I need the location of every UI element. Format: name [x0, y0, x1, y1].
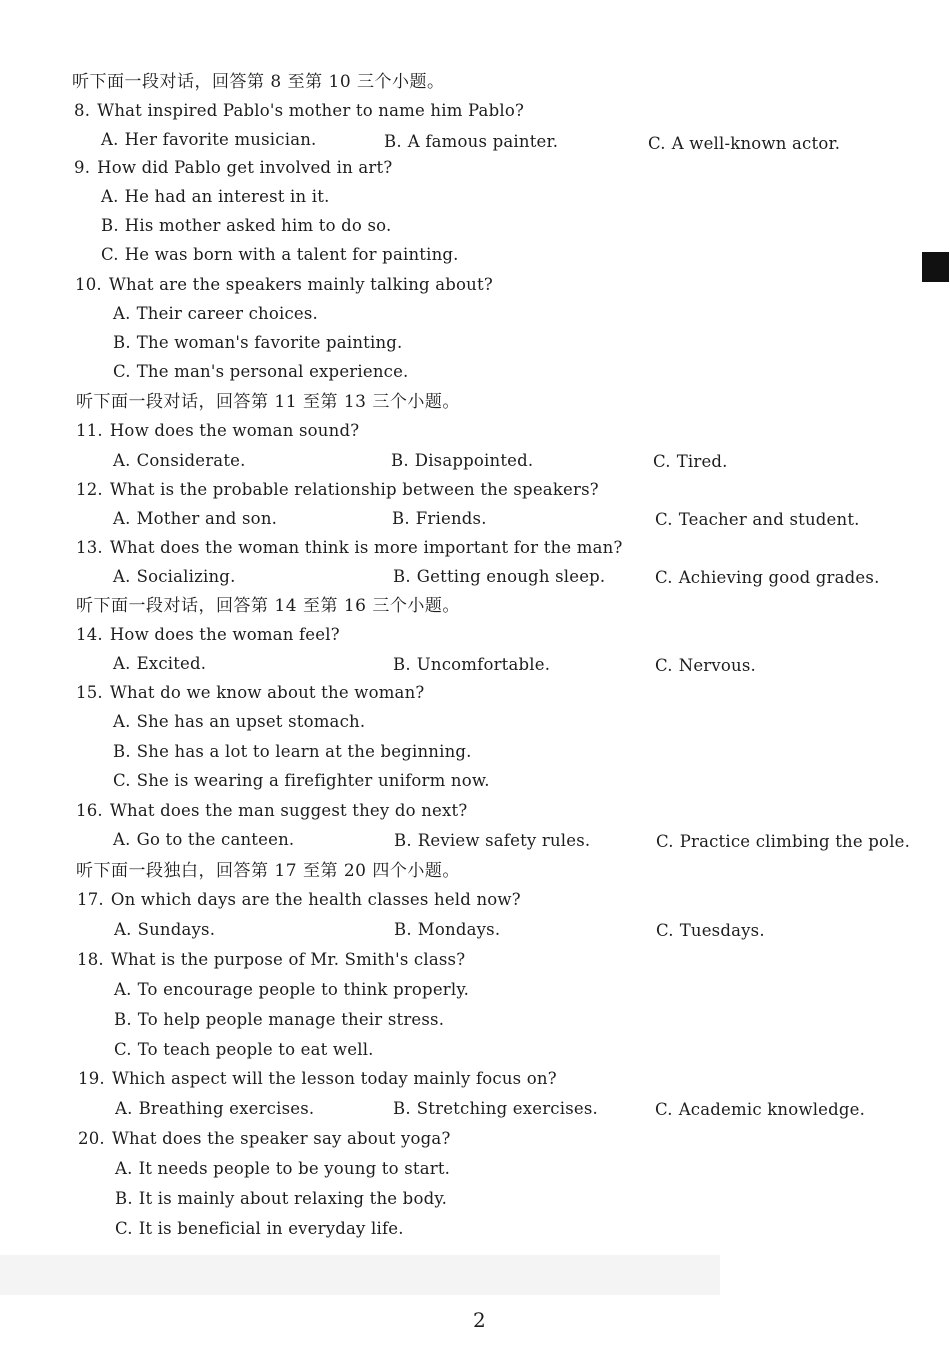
option-12b [392, 509, 487, 529]
question-text: What do we know about the woman? [109, 683, 425, 702]
option-text: Teacher and student. [678, 510, 860, 529]
option-letter: C. [655, 656, 673, 675]
question-11 [76, 421, 359, 441]
option-text: He was born with a talent for painting. [124, 245, 459, 264]
option-15a [113, 712, 365, 732]
option-text: Achieving good grades. [678, 568, 880, 587]
option-letter: A. [113, 567, 131, 586]
option-17c [656, 921, 765, 941]
option-text: She has an upset stomach. [136, 712, 366, 731]
question-10 [75, 275, 493, 295]
option-8b [384, 132, 558, 152]
question-13 [76, 538, 623, 558]
question-text: What are the speakers mainly talking about? [108, 275, 493, 294]
option-18a [114, 980, 469, 1000]
section-heading-14-16: 听下面一段对话，回答第 14 至第 16 三个小题。 [76, 596, 460, 616]
question-number: 19. [78, 1069, 105, 1088]
option-letter: B. [115, 1189, 133, 1208]
question-number: 17. [77, 890, 104, 909]
option-letter: A. [114, 920, 132, 939]
option-text: Sundays. [137, 920, 216, 939]
option-letter: A. [114, 980, 132, 999]
option-8c [648, 134, 840, 154]
option-text: Considerate. [136, 451, 246, 470]
option-text: Socializing. [136, 567, 236, 586]
question-number: 11. [76, 421, 103, 440]
question-18 [77, 950, 465, 970]
option-19b [393, 1099, 598, 1119]
option-letter: A. [115, 1159, 133, 1178]
option-letter: B. [393, 655, 411, 674]
option-letter: C. [656, 921, 674, 940]
option-text: To teach people to eat well. [137, 1040, 374, 1059]
option-text: Her favorite musician. [124, 130, 317, 149]
option-17a [114, 920, 215, 940]
option-letter: B. [101, 216, 119, 235]
question-16 [76, 801, 467, 821]
option-letter: A. [113, 654, 131, 673]
option-16a [113, 830, 294, 850]
option-text: A well-known actor. [671, 134, 841, 153]
question-number: 8. [74, 101, 91, 120]
question-number: 14. [76, 625, 103, 644]
option-10c [113, 362, 409, 382]
question-text: What is the purpose of Mr. Smith's class? [110, 950, 466, 969]
question-text: What is the probable relationship between the speakers? [109, 480, 599, 499]
option-text: The woman's favorite painting. [136, 333, 403, 352]
option-text: Review safety rules. [417, 831, 591, 850]
option-text: Friends. [415, 509, 487, 528]
option-9a [101, 187, 330, 207]
option-letter: A. [101, 130, 119, 149]
option-text: Uncomfortable. [416, 655, 551, 674]
option-text: Getting enough sleep. [416, 567, 606, 586]
option-text: It is mainly about relaxing the body. [138, 1189, 448, 1208]
option-13c [655, 568, 880, 588]
option-letter: C. [113, 771, 131, 790]
option-19c [655, 1100, 865, 1120]
option-11c [653, 452, 728, 472]
question-15 [76, 683, 424, 703]
option-text: To encourage people to think properly. [137, 980, 470, 999]
option-letter: B. [392, 509, 410, 528]
option-16b [394, 831, 590, 851]
question-17 [77, 890, 521, 910]
question-19 [78, 1069, 557, 1089]
option-text: Disappointed. [414, 451, 534, 470]
question-number: 15. [76, 683, 103, 702]
question-12 [76, 480, 599, 500]
option-13a [113, 567, 236, 587]
option-text: Stretching exercises. [416, 1099, 598, 1118]
option-18c [114, 1040, 374, 1060]
option-letter: B. [394, 920, 412, 939]
option-9b [101, 216, 391, 236]
option-text: His mother asked him to do so. [124, 216, 392, 235]
option-13b [393, 567, 605, 587]
option-text: Mondays. [417, 920, 501, 939]
option-text: Academic knowledge. [678, 1100, 866, 1119]
option-14c [655, 656, 756, 676]
question-text: What does the speaker say about yoga? [111, 1129, 451, 1148]
option-letter: B. [393, 567, 411, 586]
option-14b [393, 655, 550, 675]
option-text: Nervous. [678, 656, 756, 675]
option-10a [113, 304, 318, 324]
question-number: 9. [74, 158, 91, 177]
option-text: It needs people to be young to start. [138, 1159, 451, 1178]
option-text: Excited. [136, 654, 207, 673]
question-text: What does the man suggest they do next? [109, 801, 468, 820]
option-18b [114, 1010, 444, 1030]
question-number: 16. [76, 801, 103, 820]
option-letter: B. [113, 742, 131, 761]
question-text: How does the woman feel? [109, 625, 340, 644]
option-text: Practice climbing the pole. [679, 832, 911, 851]
question-text: Which aspect will the lesson today mainly focus on? [111, 1069, 557, 1088]
option-text: A famous painter. [407, 132, 559, 151]
question-text: What does the woman think is more important for the man? [109, 538, 623, 557]
question-number: 18. [77, 950, 104, 969]
question-8 [74, 101, 524, 121]
option-letter: B. [393, 1099, 411, 1118]
scan-haze [0, 1255, 720, 1295]
section-heading-17-20: 听下面一段独白，回答第 17 至第 20 四个小题。 [76, 861, 460, 881]
question-text: On which days are the health classes held now? [110, 890, 521, 909]
option-letter: B. [384, 132, 402, 151]
option-letter: B. [113, 333, 131, 352]
option-text: Their career choices. [136, 304, 318, 323]
option-text: Tuesdays. [679, 921, 765, 940]
option-letter: A. [113, 830, 131, 849]
question-text: What inspired Pablo's mother to name him Pablo? [97, 101, 525, 120]
option-20a [115, 1159, 450, 1179]
option-letter: B. [391, 451, 409, 470]
option-text: Tired. [676, 452, 728, 471]
option-20c [115, 1219, 404, 1239]
option-text: It is beneficial in everyday life. [138, 1219, 404, 1238]
option-letter: C. [101, 245, 119, 264]
option-letter: C. [655, 510, 673, 529]
question-number: 10. [75, 275, 102, 294]
option-letter: C. [656, 832, 674, 851]
option-10b [113, 333, 403, 353]
option-11b [391, 451, 533, 471]
option-15b [113, 742, 472, 762]
question-14 [76, 625, 340, 645]
option-text: Breathing exercises. [138, 1099, 315, 1118]
option-8a [101, 130, 317, 150]
option-letter: A. [113, 304, 131, 323]
option-letter: C. [653, 452, 671, 471]
option-letter: C. [113, 362, 131, 381]
option-text: To help people manage their stress. [137, 1010, 445, 1029]
option-letter: A. [113, 712, 131, 731]
option-letter: A. [101, 187, 119, 206]
option-letter: A. [113, 509, 131, 528]
option-letter: A. [113, 451, 131, 470]
option-letter: B. [394, 831, 412, 850]
option-15c [113, 771, 490, 791]
question-number: 20. [78, 1129, 105, 1148]
option-letter: C. [655, 1100, 673, 1119]
option-9c [101, 245, 459, 265]
option-17b [394, 920, 500, 940]
option-text: Mother and son. [136, 509, 278, 528]
question-number: 13. [76, 538, 103, 557]
section-heading-8-10: 听下面一段对话，回答第 8 至第 10 三个小题。 [72, 72, 445, 92]
option-20b [115, 1189, 447, 1209]
option-12a [113, 509, 277, 529]
option-text: Go to the canteen. [136, 830, 295, 849]
question-9 [74, 158, 392, 178]
option-text: She is wearing a firefighter uniform now. [136, 771, 490, 790]
option-text: She has a lot to learn at the beginning. [136, 742, 472, 761]
option-letter: C. [114, 1040, 132, 1059]
option-text: He had an interest in it. [124, 187, 330, 206]
scan-edge-mark [922, 252, 949, 282]
option-letter: B. [114, 1010, 132, 1029]
option-16c [656, 832, 910, 852]
question-text: How does the woman sound? [109, 421, 360, 440]
option-letter: A. [115, 1099, 133, 1118]
option-12c [655, 510, 860, 530]
section-heading-11-13: 听下面一段对话，回答第 11 至第 13 三个小题。 [76, 392, 460, 412]
question-20 [78, 1129, 451, 1149]
question-text: How did Pablo get involved in art? [97, 158, 393, 177]
option-letter: C. [655, 568, 673, 587]
question-number: 12. [76, 480, 103, 499]
option-text: The man's personal experience. [136, 362, 409, 381]
option-19a [115, 1099, 314, 1119]
option-11a [113, 451, 246, 471]
page-number: 2 [473, 1308, 486, 1332]
option-14a [113, 654, 206, 674]
option-letter: C. [115, 1219, 133, 1238]
option-letter: C. [648, 134, 666, 153]
